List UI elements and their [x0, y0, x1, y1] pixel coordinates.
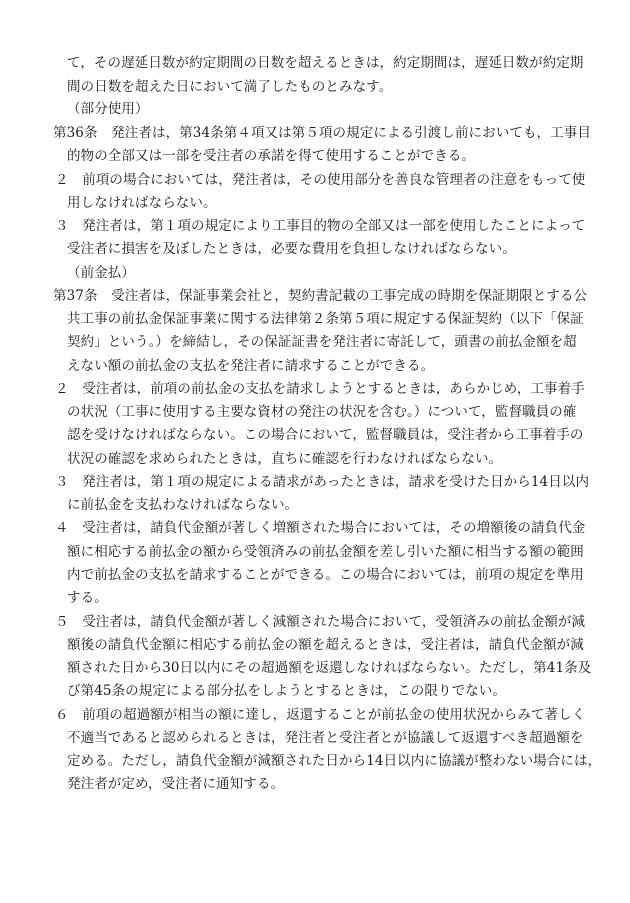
text-line: 額後の請負代金額に相応する前払金の額を超えるときは，受注者は，請負代金額が減 — [67, 637, 584, 653]
text-line: 発注者が定め，受注者に通知する。 — [67, 776, 285, 792]
text-line: えない額の前払金の支払を発注者に請求することができる。 — [67, 358, 435, 374]
text-line: 受注者に損害を及ぼしたときは，必要な費用を負担しなければならない。 — [67, 241, 516, 257]
text-line: する。 — [67, 590, 108, 606]
text-line: 額に相応する前払金の額から受領済みの前払金額を差し引いた額に相当する額の範囲 — [67, 544, 584, 560]
text-line: 不適当であると認められるときは，発注者と受注者とが協議して返還すべき超過額を — [67, 730, 584, 746]
paragraph-line: ６ 前項の超過額が相当の額に達し，返還することが前払金の使用状況からみて著しく — [55, 707, 586, 723]
text-line: 内で前払金の支払を請求することができる。この場合においては，前項の規定を準用 — [67, 567, 584, 583]
text-line: 状況の確認を求められたときは，直ちに確認を行わなければならない。 — [67, 451, 503, 467]
text-line: 的物の全部又は一部を受注者の承諾を得て使用することができる。 — [67, 148, 475, 164]
paragraph-line: ２ 受注者は，前項の前払金の支払を請求しようとするときは，あらかじめ，工事着手 — [55, 381, 585, 397]
text-line: 共工事の前払金保証事業に関する法律第２条第５項に規定する保証契約（以下「保証 — [67, 311, 584, 327]
text-line: の状況（工事に使用する主要な資材の発注の状況を含む。）について，監督職員の確 — [67, 404, 577, 420]
article-36-line: 第36条 発注者は，第34条第４項又は第５項の規定による引渡し前においても，工事目 — [53, 125, 591, 141]
text-line: 契約」という。）を締結し，その保証証書を発注者に寄託して，頭書の前払金額を超 — [67, 334, 577, 350]
text-line: に前払金を支払わなければならない。 — [67, 497, 299, 513]
text-line: 定める。ただし，請負代金額が減額された日から14日以内に協議が整わない場合には， — [67, 753, 602, 769]
paragraph-line: ２ 前項の場合においては，発注者は，その使用部分を善良な管理者の注意をもって使 — [55, 172, 586, 188]
paragraph-line: ５ 受注者は，請負代金額が著しく減額された場合において，受領済みの前払金額が減 — [55, 614, 586, 630]
text-line: て，その遅延日数が約定期間の日数を超えるときは，約定期間は，遅延日数が約定期 — [67, 55, 584, 71]
article-37-line: 第37条 受注者は，保証事業会社と，契約書記載の工事完成の時期を保証期限とする公 — [53, 288, 588, 304]
text-line: 額された日から30日以内にその超過額を返還しなければならない。ただし，第41条及 — [67, 660, 592, 676]
section-heading: （部分使用） — [67, 101, 149, 117]
paragraph-line: ３ 発注者は，第１項の規定により工事目的物の全部又は一部を使用したことによって — [55, 218, 586, 234]
text-line: 間の日数を超えた日において満了したものとみなす。 — [67, 79, 393, 95]
paragraph-line: ３ 発注者は，第１項の規定による請求があったときは，請求を受けた日から14日以内 — [55, 474, 590, 490]
paragraph-line: ４ 受注者は，請負代金額が著しく増額された場合においては，その増額後の請負代金 — [55, 520, 586, 536]
section-heading: （前金払） — [67, 265, 135, 281]
text-line: 認を受けなければならない。この場合において，監督職員は，受注者から工事着手の — [67, 427, 584, 443]
text-line: 用しなければならない。 — [67, 195, 217, 211]
text-line: び第45条の規定による部分払をしようとするときは，この限りでない。 — [67, 683, 506, 699]
